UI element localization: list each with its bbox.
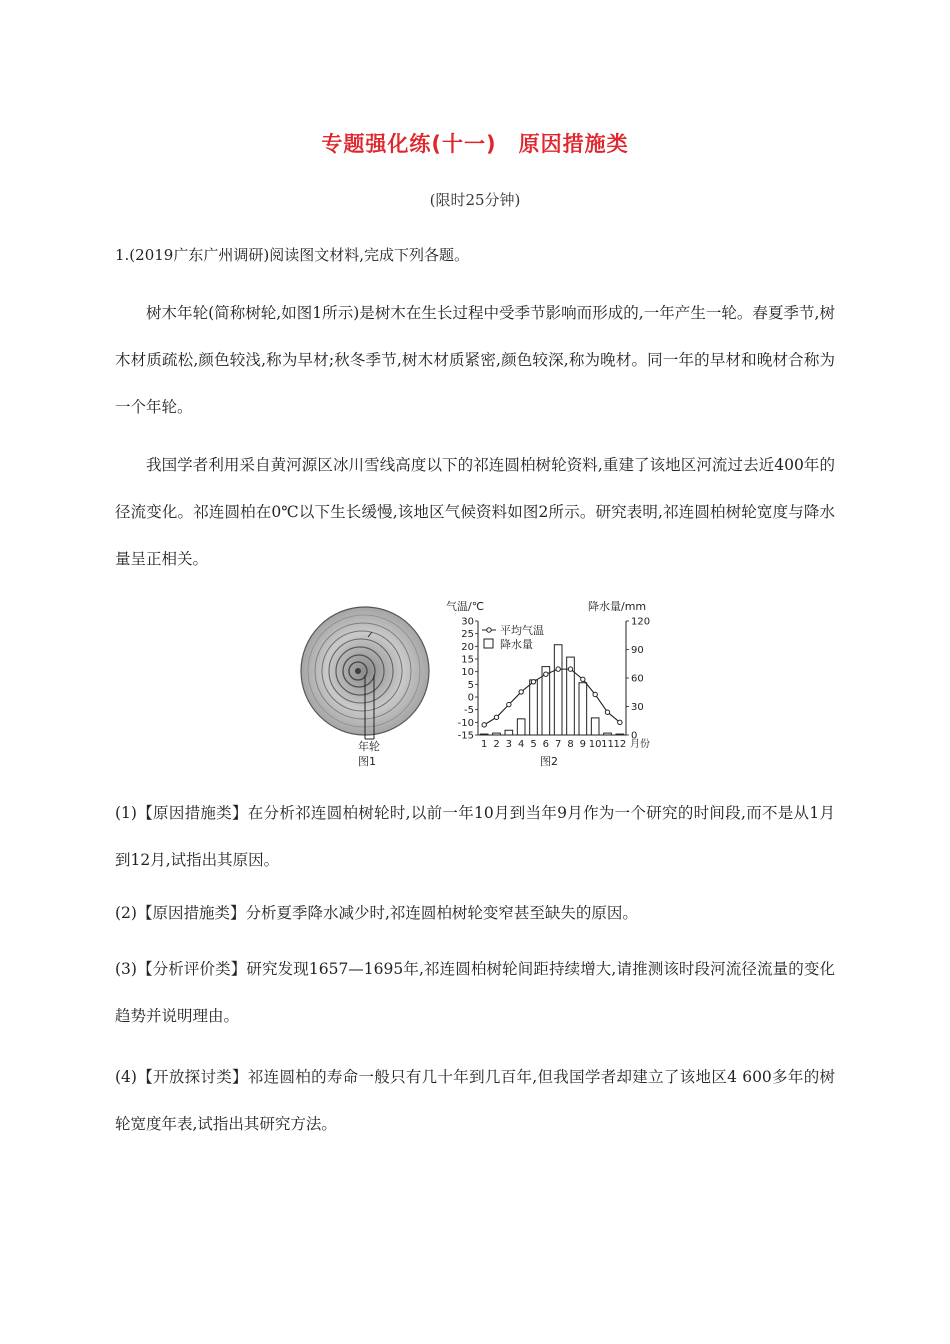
precipitation-bar <box>480 734 488 735</box>
right-tick-label: 90 <box>631 645 644 656</box>
precipitation-bar <box>616 734 624 735</box>
right-tick-label: 60 <box>631 673 644 685</box>
left-tick-label: 10 <box>461 667 474 679</box>
x-tick-label: 5 <box>530 739 537 750</box>
temperature-point <box>581 677 585 681</box>
right-axis-label: 降水量/mm <box>588 600 647 613</box>
temperature-point <box>519 690 523 694</box>
x-tick-label: 7 <box>554 739 562 750</box>
temperature-point <box>605 710 609 714</box>
precipitation-bar <box>554 645 562 735</box>
temperature-point <box>593 692 597 696</box>
left-tick-label: 5 <box>467 679 474 691</box>
legend-label-temperature: 平均气温 <box>500 624 544 637</box>
x-tick-label: 12 <box>613 739 627 750</box>
time-limit: (限时25分钟) <box>429 191 521 209</box>
legend-bar-marker <box>484 639 493 648</box>
left-tick-label: 0 <box>467 692 474 704</box>
temperature-point <box>482 723 486 727</box>
figure-area <box>296 597 656 772</box>
tree-ring-figure <box>301 607 429 768</box>
precipitation-bar <box>493 733 501 735</box>
temperature-point <box>544 672 548 676</box>
precipitation-bar <box>604 733 612 735</box>
temperature-point <box>494 715 498 719</box>
temperature-point <box>556 667 560 671</box>
x-tick-label: 2 <box>493 739 500 750</box>
left-tick-label: -10 <box>457 717 474 729</box>
page-title: 专题强化练(十一) 原因措施类 <box>321 132 629 156</box>
left-tick-label: 30 <box>461 616 474 628</box>
right-tick-label: 120 <box>631 616 651 628</box>
subquestion-1: (1)【原因措施类】在分析祁连圆柏树轮时,以前一年10月到当年9月作为一个研究的时间段,而不是从1月到12月,试指出其原因。 <box>115 804 835 869</box>
subquestion-2: (2)【原因措施类】分析夏季降水减少时,祁连圆柏树轮变窄甚至缺失的原因。 <box>115 904 638 922</box>
precipitation-bar <box>505 730 513 735</box>
x-tick-label: 10 <box>588 739 602 750</box>
temperature-point <box>531 680 535 684</box>
precipitation-bar <box>591 718 599 735</box>
left-tick-label: 20 <box>461 641 474 653</box>
precipitation-bar <box>579 683 587 735</box>
climate-chart <box>446 599 650 768</box>
precipitation-bar <box>530 680 538 735</box>
material-paragraph-1: 树木年轮(简称树轮,如图1所示)是树木在生长过程中受季节影响而形成的,一年产生一轮。春夏季节,树木材质疏松,颜色较浅,称为早材;秋冬季节,树木材质紧密,颜色较深,称为晚材。同一年的早材和晚材合称为一个年轮。 <box>115 304 835 416</box>
material-paragraph-2: 我国学者利用采自黄河源区冰川雪线高度以下的祁连圆柏树轮资料,重建了该地区河流过去近400年的径流变化。祁连圆柏在0℃以下生长缓慢,该地区气候资料如图2所示。研究表明,祁连圆柏树轮宽度与降水量呈正相关。 <box>115 456 835 568</box>
left-tick-label: -5 <box>464 705 474 717</box>
temperature-point <box>568 667 572 671</box>
x-tick-label: 1 <box>480 739 488 750</box>
figure2-caption: 图2 <box>540 755 558 768</box>
x-tick-label: 6 <box>542 739 550 750</box>
legend-point-marker <box>487 628 491 632</box>
left-tick-label: -15 <box>457 730 474 742</box>
temperature-point <box>618 720 622 724</box>
x-tick-label: 8 <box>567 739 574 750</box>
left-tick-label: 25 <box>461 629 474 641</box>
x-axis-label: 月份 <box>630 739 650 750</box>
right-tick-label: 30 <box>631 702 644 713</box>
subquestion-4: (4)【开放探讨类】祁连圆柏的寿命一般只有几十年到几百年,但我国学者却建立了该地区4 600多年的树轮宽度年表,试指出其研究方法。 <box>115 1068 835 1133</box>
question-heading: 1.(2019广东广州调研)阅读图文材料,完成下列各题。 <box>115 246 469 264</box>
ring-label: 年轮 <box>358 740 380 753</box>
figure1-caption: 图1 <box>358 755 376 768</box>
left-axis-label: 气温/℃ <box>446 600 485 613</box>
x-tick-label: 4 <box>517 739 525 750</box>
x-tick-label: 9 <box>579 739 587 750</box>
left-tick-label: 15 <box>461 654 474 666</box>
x-tick-label: 3 <box>505 739 513 750</box>
temperature-line <box>484 669 620 725</box>
x-tick-label: 11 <box>601 739 614 750</box>
legend-label-precipitation: 降水量 <box>500 638 533 651</box>
subquestion-3: (3)【分析评价类】研究发现1657—1695年,祁连圆柏树轮间距持续增大,请推测该时段河流径流量的变化趋势并说明理由。 <box>115 960 835 1025</box>
precipitation-bar <box>517 719 525 735</box>
right-tick-label: 0 <box>631 730 638 742</box>
temperature-point <box>507 702 511 706</box>
